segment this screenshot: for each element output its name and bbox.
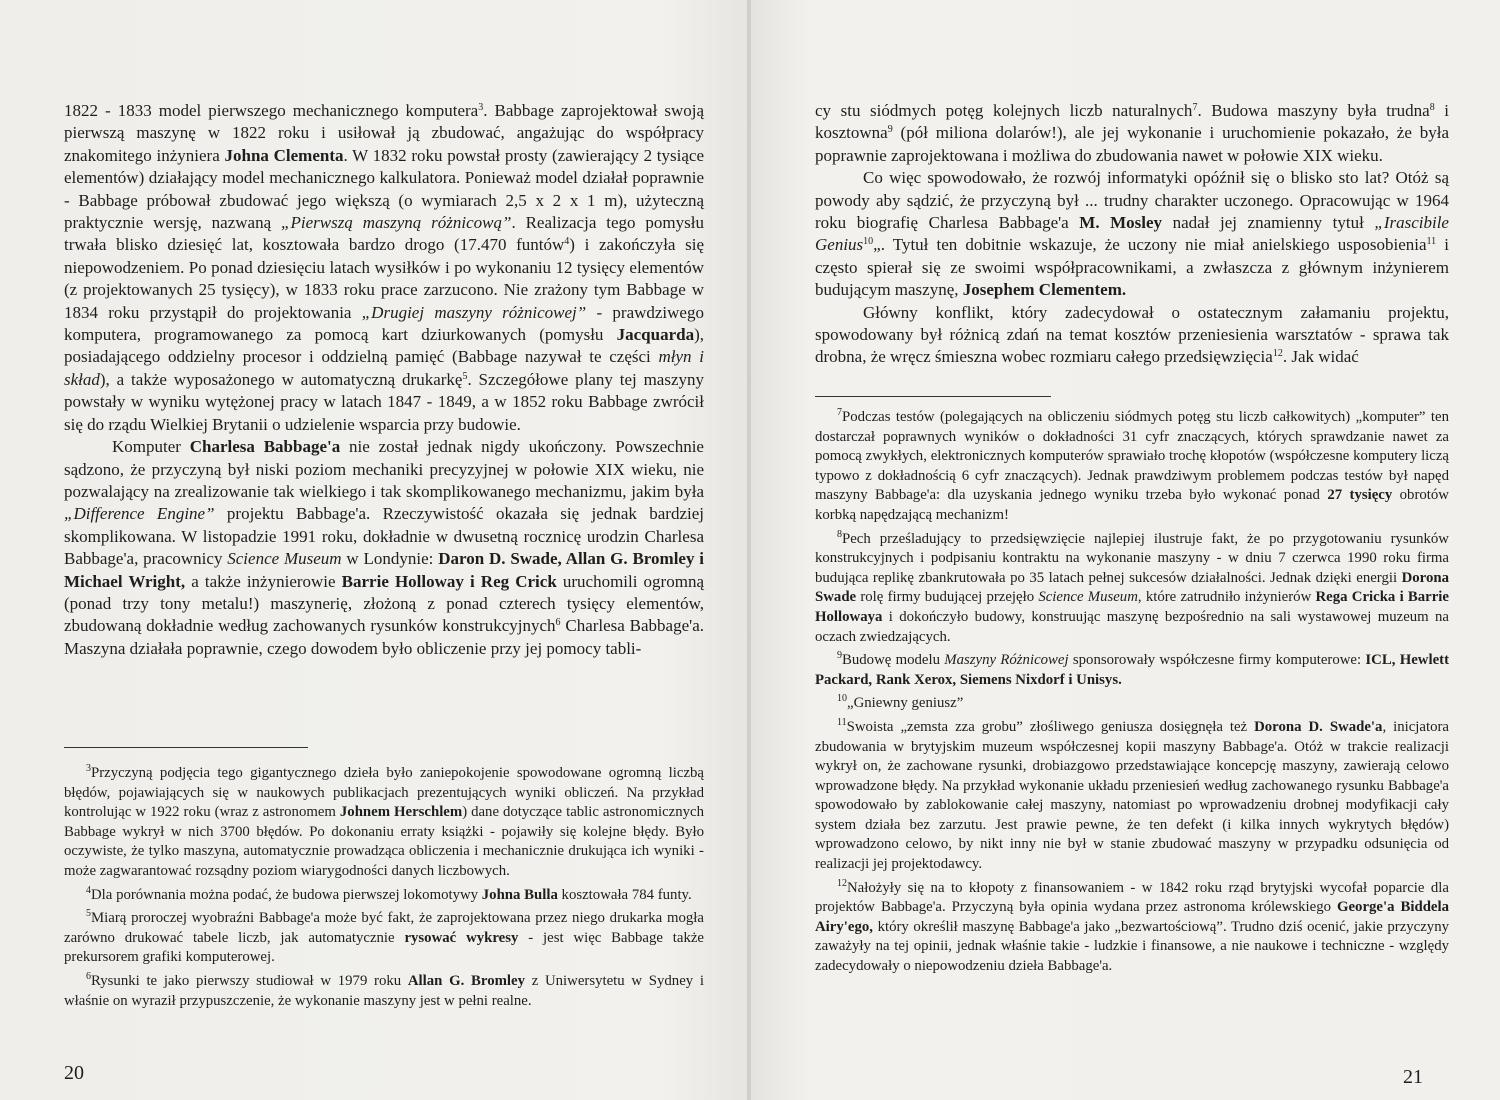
page-number-right: 21 bbox=[1403, 1066, 1423, 1088]
right-main-text bbox=[815, 100, 1449, 369]
left-main-text bbox=[64, 100, 704, 660]
footnote-6: $^6$Rysunki te jako pierwszy studiował w 1979 roku Allan G. Bromley z Uniwersytetu w Sydney i właśnie on wyraził przypuszczenie, że wykonanie maszyny jest w pełni realne. bbox=[64, 970, 704, 1009]
footnote-7: $^7$Podczas testów (polegających na obliczeniu siódmych potęg stu liczb całkowitych) „komputer” ten dostarczał poprawnych wyników o dokładności 31 cyfr znaczących, których sprawdzanie nawet za pomocą zwykłych, elektronicznych komputerów sprawiało trochę kłopotów (współczesne komputery liczą typowo z dokładnością 6 cyfr znaczących). Jednak prawdziwym problemem podczas testów był napęd maszyny Babbage'a: dla uzyskania jednego wyniku trzeba było wykonać ponad 27 tysięcy obrotów korbką napędzającą mechanizm! bbox=[815, 407, 1449, 523]
footnote-4: $^4$Dla porównania można podać, że budowa pierwszej lokomotywy Johna Bulla kosztowała 784 funty. bbox=[86, 884, 692, 903]
footnote-12: $^{12}$Nałożyły się na to kłopoty z finansowaniem - w 1842 roku rząd brytyjski wycofał poparcie dla projektów Babbage'a. Przyczyną była opinia wydana przez astronoma królewskiego George'a Biddela Airy'ego, który określił maszynę Babbage'a jako „bezwartościową”. Trudno dziś ocenić, jakie przyczyny zaważyły na tej opinii, jednak właśnie takie - ludzkie i finansowe, a nie naukowe i techniczne - względy zadecydowały o niepowodzeniu dzieła Babbage'a. bbox=[815, 877, 1449, 975]
left-footnotes bbox=[64, 764, 704, 1015]
footnote-3: $^3$Przyczyną podjęcia tego gigantycznego dzieła było zaniepokojenie spowodowane ogromną liczbą błędów, pojawiających się w naukowych publikacjach prezentujących wyniki obliczeń. Na przykład kontrolując w 1922 roku (wraz z astronomem Johnem Herschlem) dane dotyczące tablic astronomicznych Babbage wykrył w nich 3700 błędów. Po dokonaniu erraty książki - pojawiły się kolejne błędy. Było oczywiste, że tylko maszyna, automatycznie prowadząca obliczenia i mechanicznie drukująca ich wyniki - może zagwarantować rozsądny poziom wiarygodności danych liczbowych. bbox=[64, 763, 704, 879]
footnote-8: $^8$Pech prześladujący to przedsięwzięcie najlepiej ilustruje fakt, że po przygotowaniu rysunków konstrukcyjnych i podpisaniu kontraktu na wykonanie maszyny - w dniu 7 czerwca 1990 roku firma budująca replikę zbankrutowała po 35 latach pełnej sukcesów działalności. Jednak dzięki energii Dorona Swade rolę firmy budującej przejęło Science Museum, które zatrudniło inżynierów Rega Cricka i Barrie Hollowaya i dokończyło budowy, konstruując maszynę bezpośrednio na sali wystawowej muzeum na oczach zwiedzających. bbox=[815, 528, 1449, 645]
right-paragraph-3: Główny konflikt, który zadecydował o ostatecznym załamaniu projektu, spowodowany był różnicą zdań na temat kosztów przeniesienia warsztatów - sprawa tak drobna, że wręcz śmieszna wobec rozmiaru całego przedsięwzięcia$^{12}$. Jak widać bbox=[815, 302, 1449, 367]
footnote-9: $^9$Budowę modelu Maszyny Różnicowej sponsorowały współczesne firmy komputerowe: ICL, Hewlett Packard, Rank Xerox, Siemens Nixdorf i Unisys. bbox=[815, 650, 1449, 688]
right-paragraph-2: Co więc spowodowało, że rozwój informatyki opóźnił się o blisko sto lat? Otóż są powody aby sądzić, że przyczyną był ... trudny charakter uczonego. Opracowując w 1964 roku biografię Charlesa Babbage'a M. Mosley nadał jej znamienny tytuł „Irascibile Genius$^{10}$„. Tytuł ten dobitnie wskazuje, że uczony nie miał anielskiego usposobienia$^{11}$ i często spierał się ze swoimi współpracownikami, a zwłaszcza z głównym inżynierem budującym maszynę, Josephem Clementem. bbox=[815, 168, 1449, 300]
right-paragraph-1: cy stu siódmych potęg kolejnych liczb naturalnych$^7$. Budowa maszyny była trudna$^8$ i kosztowna$^9$ (pół miliona dolarów!), ale jej wykonanie i uruchomienie pokazało, że była poprawnie zaprojektowana i możliwa do zbudowania nawet w połowie XIX wieku. bbox=[815, 101, 1450, 165]
left-paragraph-2: Komputer Charlesa Babbage'a nie został jednak nigdy ukończony. Powszechnie sądzono, że przyczyną był niski poziom mechaniki precyzyjnej w połowie XIX wieku, nie pozwalający na zrealizowanie tak wielkiego i tak skomplikowanego mechanizmu, jakim była „Difference Engine” projektu Babbage'a. Rzeczywistość okazała się jednak bardziej skomplikowana. W listopadzie 1991 roku, dokładnie w dwusetną rocznicę urodzin Charlesa Babbage'a, pracownicy Science Museum w Londynie: Daron D. Swade, Allan G. Bromley i Michael Wright, a także inżynierowie Barrie Holloway i Reg Crick uruchomili ogromną (ponad trzy tony metalu!) maszynerię, złożoną z ponad czterech tysięcy elementów, zbudowaną dokładnie według zachowanych rysunków konstrukcyjnych$^6$ Charlesa Babbage'a. Maszyna działała poprawnie, czego dowodem było obliczenie przy jej pomocy tabli- bbox=[64, 437, 705, 658]
right-page bbox=[751, 0, 1500, 1100]
right-footnotes bbox=[815, 408, 1449, 981]
footnote-11: $^{11}$Swoista „zemsta zza grobu” złośliwego geniusza dosięgnęła też Dorona D. Swade'a, inicjatora zbudowania w brytyjskim muzeum współczesnej kopii maszyny Babbage'a. Otóż w trakcie realizacji wykrył on, że zachowane rysunki, drobiazgowo przedstawiające koncepcję maszyny, zawierają celowo wprowadzone błędy. Na przykład wykonanie układu przeniesień według zachowanego rysunku Babbage'a spowodowało by zablokowanie całej maszyny, natomiast po wprowadzeniu drobnej modyfikacji cały system działa bez zarzutu. Jest prawie pewne, że ten defekt (i kilka innych wykrytych błędów) wprowadzono celowo, by nikt inny nie był w stanie zbudować maszyny w przypadku odsunięcia od realizacji jej projektodawcy. bbox=[815, 716, 1449, 873]
page-number-left: 20 bbox=[64, 1062, 84, 1084]
right-footnote-rule bbox=[815, 396, 1051, 397]
left-footnote-rule bbox=[64, 747, 308, 748]
footnote-10: $^{10}$„Gniewny geniusz” bbox=[837, 693, 964, 712]
footnote-5: $^5$Miarą proroczej wyobraźni Babbage'a może być fakt, że zaprojektowana przez niego drukarka mogła zarówno drukować tabele liczb, jak automatycznie rysować wykresy - jest więc Babbage także prekursorem grafiki komputerowej. bbox=[64, 908, 704, 966]
left-page bbox=[0, 0, 749, 1100]
left-paragraph-1: 1822 - 1833 model pierwszego mechanicznego komputera$^3$. Babbage zaprojektował swoją pierwszą maszynę w 1822 roku i usiłował ją zbudować, angażując do współpracy znakomitego inżyniera Johna Clementa. W 1832 roku powstał prosty (zawierający 2 tysiące elementów) działający model mechanicznego kalkulatora. Ponieważ model działał poprawnie - Babbage próbował zbudować jego większą (o wymiarach 2,5 x 2 x 1 m), użyteczną praktycznie wersję, nazwaną „Pierwszą maszyną różnicową”. Realizacja tego pomysłu trwała blisko dziesięć lat, kosztowała bardzo drogo (17.470 funtów$^4$) i zakończyła się niepowodzeniem. Po ponad dziesięciu latach wysiłków i po wykonaniu 12 tysięcy elementów (z projektowanych 25 tysięcy), w 1833 roku prace zarzucono. Nie zrażony tym Babbage w 1834 roku przystąpił do projektowania „Drugiej maszyny różnicowej” - prawdziwego komputera, programowanego za pomocą kart dziurkowanych (pomysłu Jacquarda), posiadającego oddzielny procesor i oddzielną pamięć (Babbage nazywał te części młyn i skład), a także wyposażonego w automatyczną drukarkę$^5$. Szczegółowe plany tej maszyny powstały w wyniku wytężonej pracy w latach 1847 - 1849, a w 1852 roku Babbage zwrócił się do rządu Wielkiej Brytanii o udzielenie wsparcia przy budowie. bbox=[64, 101, 705, 434]
